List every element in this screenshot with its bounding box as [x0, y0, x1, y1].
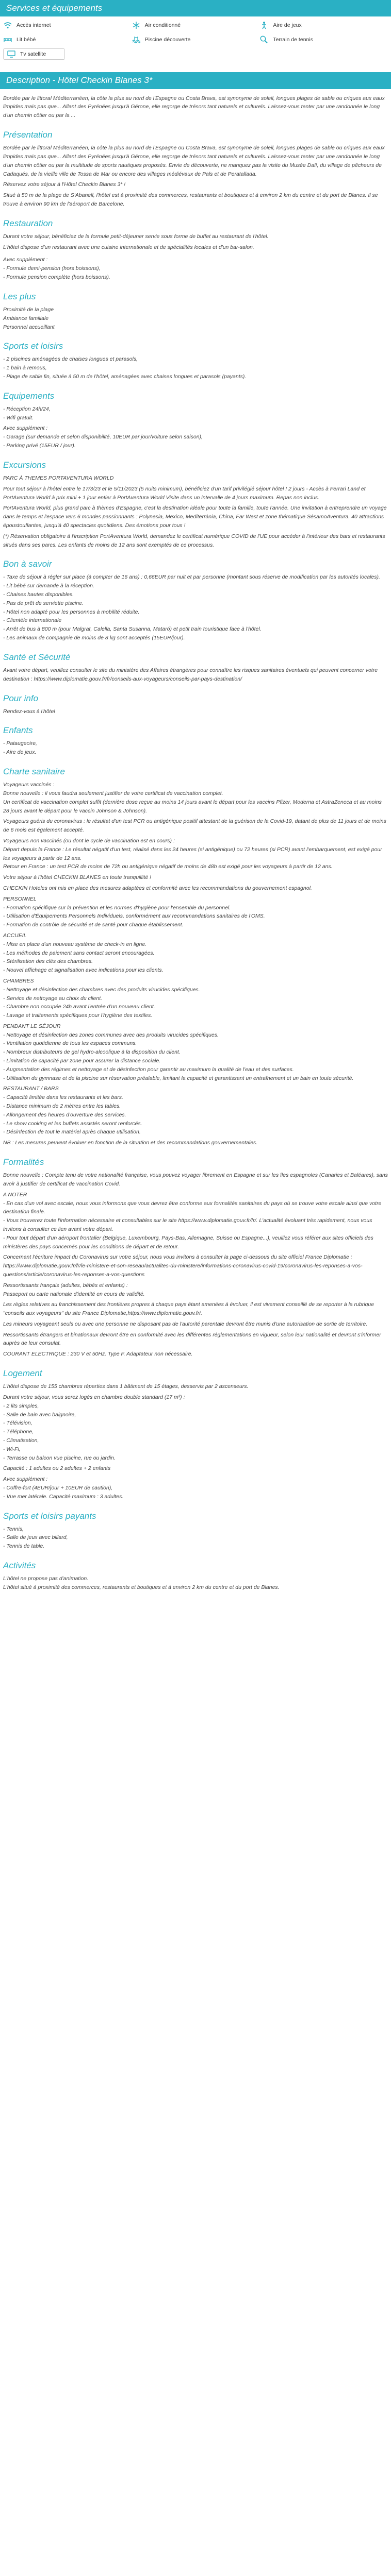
- section-line: - Désinfection de tout le matériel après chaque utilisation.: [3, 1129, 141, 1136]
- section-body: [3, 232, 388, 282]
- section-line: - Salle de jeux avec billard,: [3, 1534, 68, 1541]
- section-line: - Nettoyage et désinfection des chambres avec des produits virucides spécifiques.: [3, 986, 200, 993]
- section-line: L'hôtel dispose de 155 chambres réparties dans 1 bâtiment de 15 étages, desservis par 2 ascenseurs.: [3, 1383, 249, 1390]
- section-line: - Tennis de table.: [3, 1543, 45, 1550]
- section-title: Equipements: [3, 391, 55, 401]
- section-body: [3, 144, 388, 209]
- section-title: Bon à savoir: [3, 559, 52, 569]
- section-line: Ambiance familiale: [3, 315, 49, 321]
- section-line: ACCUEIL: [3, 932, 27, 939]
- section-title: Activités: [3, 1561, 36, 1571]
- services-grid: [0, 20, 391, 62]
- section-title: Sports et loisirs: [3, 341, 63, 351]
- section-line: Voyageurs vaccinés :: [3, 782, 55, 788]
- tennis-icon: [259, 35, 269, 44]
- wifi-icon: [3, 21, 12, 30]
- section-line: - Utilisation d'Équipements Personnels Individuels, conformément aux recommandations sanitaires de l'OMS.: [3, 913, 265, 920]
- section-line: - Garage (sur demande et selon disponibilité, 10EUR par jour/voiture selon saison),: [3, 434, 203, 440]
- section-line: - Vous trouverez toute l'information nécessaire et consultables sur le site https://www.diplomatie.gouv.fr/fr/. L'actualité évoluant très rapidement, nous vous invitons à consulter ce lien avant votre départ.: [3, 1217, 372, 1232]
- section-line: - Formule pension complète (hors boissons).: [3, 274, 110, 281]
- section-title: Enfants: [3, 725, 33, 736]
- section-line: - 2 piscines aménagées de chaises longues et parasols,: [3, 356, 138, 363]
- section-line: COURANT ELECTRIQUE : 230 V et 50Hz. Type F. Adaptateur non nécessaire.: [3, 1351, 193, 1358]
- feature-tv: [3, 48, 65, 60]
- section-line: - Service de nettoyage au choix du client.: [3, 995, 103, 1002]
- feature-label: Accès internet: [17, 22, 51, 29]
- section-line: L'hôtel dispose d'un restaurant avec une cuisine internationale et de spécialités locales et d'un bar-salon.: [3, 244, 254, 250]
- section-line: PortAventura World, plus grand parc à thèmes d'Espagne, c'est la destination idéale pour toute la famille, toute l'année. Une invitation à entreprendre un voyage dans le temps et l'espace vers 6 mondes passionnants : Polynesia, Mexico, Mediterrània, China, Far West et zone thématique SésamoAventura. 40 attractions époustouflantes, jusqu'à 40 spectacles quotidiens. Des émotions pour tous !: [3, 505, 387, 529]
- description-sections: [3, 129, 388, 1592]
- section-line: Ressortissants étrangers et binationaux devront être en conformité avec les différentes réglementations en vigueur, selon leur nationalité et devront s'informer auprès de leur consulat.: [3, 1331, 381, 1347]
- feature-pool: [132, 34, 260, 45]
- feature-label: Terrain de tennis: [273, 37, 313, 43]
- section-title: Excursions: [3, 460, 46, 470]
- section-line: Les règles relatives au franchissement des frontières propres à chaque pays étant amenées à évoluer, il est vivement conseillé de se reporter à la rubrique "conseils aux voyageurs" du site France Diplomatie,https://www.diplomatie.gouv.fr/.: [3, 1301, 374, 1317]
- section-line: Concernant l'écriture impact du Coronavirus sur votre séjour, nous vous invitons à consulter la page ci-dessous du site officiel France Diplomatie :: [3, 1254, 352, 1261]
- section-line: Avec supplément :: [3, 425, 48, 432]
- feature-label: Tv satellite: [20, 51, 46, 58]
- section-line: L'hôtel ne propose pas d'animation.: [3, 1575, 89, 1582]
- section-line: PENDANT LE SÉJOUR: [3, 1023, 61, 1029]
- section-line: https://www.diplomatie.gouv.fr/fr/le-ministere-et-son-reseau/actualites-du-ministere/informations-coronavirus-covid-19/coronavirus-les-reponses-a-vos-questions/article/coronavirus-les-reponses-a-vos-questions: [3, 1263, 363, 1278]
- section-line: - Chambre non occupée 24h avant l'entrée d'un nouveau client.: [3, 1004, 155, 1010]
- section-line: Personnel accueillant: [3, 324, 55, 330]
- section-line: Départ depuis la France : Le résultat négatif d'un test, réalisé dans les 24 heures (si antigénique) ou 72 heures (si PCR) avant l'embarquement, est exigé pour les voyageurs à partir de 12 ans.: [3, 846, 382, 861]
- section-line: - Plage de sable fin, située à 50 m de l'hôtel, aménagées avec chaises longues et parasols (payants).: [3, 374, 247, 380]
- section-line: Avant votre départ, veuillez consulter le site du ministère des Affaires étrangères pour connaître les risques sanitaires éventuels qui peuvent concerner votre destination : https://www.diplomatie.gouv.fr/fr/conseils-aux-voyageurs/conseils-par-pays-destination/: [3, 667, 378, 682]
- section-body: [3, 1525, 388, 1551]
- section-line: Situé à 50 m de la plage de S'Abanell, l'hôtel est à proximité des commerces, restaurants et boutiques et à environ 2 km du centre et du port de Blanes. Il se trouve à environ 90 km de l'aéroport de Barcelone.: [3, 192, 378, 207]
- section-line: - Pour tout départ d'un aéroport frontalier (Belgique, Luxembourg, Pays-Bas, Allemagne, Suisse ou Espagne...), veuillez vous référer aux sites officiels des ministères des pays concernés pour les conditions de départ et de retour.: [3, 1234, 373, 1250]
- section-title: Santé et Sécurité: [3, 652, 71, 662]
- section-line: - Nettoyage et désinfection des zones communes avec des produits virucides spécifiques.: [3, 1031, 219, 1038]
- section-line: - Allongement des heures d'ouverture des services.: [3, 1111, 126, 1118]
- section-line: - Distance minimum de 2 mètres entre les tables.: [3, 1103, 121, 1110]
- section-line: A NOTER: [3, 1191, 27, 1198]
- section-line: CHECKIN Hoteles ont mis en place des mesures adaptées et conformité avec les recommandations du gouvernement espagnol.: [3, 885, 312, 891]
- section-line: - Téléphone,: [3, 1429, 34, 1435]
- section-line: Rendez-vous à l'hôtel: [3, 708, 55, 715]
- section-line: - Tennis,: [3, 1526, 24, 1532]
- section-body: [3, 355, 388, 381]
- section-body: [3, 474, 388, 549]
- section-line: - Vue mer latérale. Capacité maximum : 3 adultes.: [3, 1493, 124, 1500]
- section-title: Formalités: [3, 1157, 44, 1167]
- section-line: Passeport ou carte nationale d'identité en cours de validité.: [3, 1291, 145, 1297]
- feature-aircon: [132, 20, 260, 31]
- feature-label: Lit bébé: [17, 37, 36, 43]
- section-line: CHAMBRES: [3, 977, 34, 984]
- feature-playground: [259, 20, 388, 31]
- section-body: [3, 666, 388, 684]
- section-line: Avec supplément :: [3, 1476, 48, 1483]
- section-line: NB : Les mesures peuvent évoluer en fonction de la situation et des recommandations gouvernementales.: [3, 1140, 258, 1146]
- section-line: - Wi-Fi,: [3, 1446, 21, 1452]
- section-line: - Pataugeoire,: [3, 740, 37, 747]
- feature-internet: [3, 20, 132, 31]
- section-body: [3, 306, 388, 331]
- section-line: - Utilisation du gymnase et de la piscine sur réservation préalable, limitant la capacité et garantissant un entraînement et un bain en toute sécurité.: [3, 1075, 354, 1081]
- section-line: - Formation spécifique sur la prévention et les normes d'hygiène pour l'ensemble du personnel.: [3, 904, 231, 911]
- snowflake-icon: [132, 21, 141, 30]
- section-line: - Formation de contrôle de sécurité et de santé pour chaque établissement.: [3, 922, 184, 928]
- section-line: Bordée par le littoral Méditerranéen, la côte la plus au nord de l'Espagne ou Costa Brava, est synonyme de soleil, longues plages de sable ou criques aux eaux limpides mais pas que... Allant des Pyrénées jusqu'à Gérone, elle regorge de trésors tant naturels et culturels. Laissez-vous tenter par une randonnée le long d'un chemin côtier ou par la multitude de sports nautiques proposés. Envie de découverte, ne manquez pas la visite du Musée Dalí, du village de pêcheurs de Cadaqués, de la vieille ville de Tossa de Mar ou encore des villages médiévaux de Pals et de Peratallada.: [3, 145, 385, 177]
- description-intro: Bordée par le littoral Méditerranéen, la côte la plus au nord de l'Espagne ou Costa Brava, est synonyme de soleil, longues plages de sable ou criques aux eaux limpides mais pas que... Allant des Pyrénées jusqu'à Gérone, elle regorge de trésors tant naturels et culturels. Laissez-vous tenter par une randonnée le long d'un chemin côtier ou par la ...: [3, 95, 385, 119]
- section-line: RESTAURANT / BARS: [3, 1086, 59, 1092]
- section-line: - Chaises hautes disponibles.: [3, 591, 74, 598]
- feature-tennis: [259, 34, 388, 45]
- feature-label: Aire de jeux: [273, 22, 302, 29]
- description-title: Description - Hôtel Checkin Blanes 3*: [6, 75, 153, 86]
- section-line: - Aire de jeux.: [3, 749, 37, 756]
- section-line: - Augmentation des régimes et nettoyage et de désinfection pour garantir au maximum la qualité de l'eau et des surfaces.: [3, 1066, 294, 1073]
- section-line: - Arrêt de bus à 800 m (pour Malgrat, Calella, Santa Susanna, Mataró) et petit train touristique face à l'hôtel.: [3, 626, 262, 633]
- section-title: Présentation: [3, 130, 53, 140]
- section-line: - 1 bain à remous,: [3, 365, 47, 371]
- section-title: Pour info: [3, 693, 39, 703]
- services-title: Services et équipements: [6, 3, 103, 13]
- section-line: - En cas d'un vol avec escale, nous vous informons que vous devrez être conforme aux formalités sanitaires du pays où se trouve votre escale ainsi que votre destination finale.: [3, 1200, 382, 1215]
- section-line: - Clientèle internationale: [3, 617, 62, 624]
- section-line: - Lit bébé sur demande à la réception.: [3, 583, 94, 589]
- section-line: L'hôtel situé à proximité des commerces, restaurants et boutiques et à environ 2 km du centre et du port de Blanes.: [3, 1584, 280, 1590]
- section-body: [3, 739, 388, 757]
- section-line: - Capacité limitée dans les restaurants et les bars.: [3, 1094, 123, 1101]
- section-title: Logement: [3, 1368, 42, 1379]
- section-line: - Télévision,: [3, 1420, 32, 1427]
- section-line: Proximité de la plage: [3, 306, 54, 313]
- section-line: Voyageurs guéris du coronavirus : le résultat d'un test PCR ou antigénique positif attestant de la guérison de la Covid-19, datant de plus de 11 jours et de moins de 6 mois est également accepté.: [3, 818, 386, 834]
- section-line: Durant votre séjour, vous serez logés en chambre double standard (17 m²) :: [3, 1394, 185, 1400]
- section-line: Capacité : 1 adultes ou 2 adultes + 2 enfants: [3, 1465, 111, 1472]
- playground-icon: [259, 21, 269, 30]
- section-line: Voyageurs non vaccinés (ou dont le cycle de vaccination est en cours) :: [3, 837, 175, 844]
- feature-crib: [3, 34, 132, 45]
- section-line: - Terrasse ou balcon vue piscine, rue ou jardin.: [3, 1454, 116, 1461]
- section-line: Ressortissants français (adultes, bébés et enfants) :: [3, 1282, 128, 1289]
- section-line: - Limitation de capacité par zone pour assurer la distance sociale.: [3, 1058, 161, 1064]
- section-line: Réservez votre séjour à l'Hôtel Checkin Blanes 3* !: [3, 181, 126, 188]
- section-line: - Les animaux de compagnie de moins de 8 kg sont acceptés (15EUR/jour).: [3, 635, 185, 641]
- section-line: PERSONNEL: [3, 895, 37, 902]
- description-content: [0, 94, 391, 1592]
- section-line: - Pas de prêt de serviette piscine.: [3, 600, 84, 606]
- section-line: - Coffre-fort (4EUR/jour + 10EUR de caution),: [3, 1484, 113, 1491]
- crib-icon: [3, 35, 12, 44]
- section-line: - Mise en place d'un nouveau système de check-in en ligne.: [3, 941, 147, 947]
- section-title: Restauration: [3, 218, 53, 228]
- section-line: Les mineurs voyageant seuls ou avec une personne ne disposant pas de l'autorité parentale devront être munis d'une autorisation de sortie de territoire.: [3, 1320, 368, 1327]
- section-line: - Taxe de séjour à régler sur place (à compter de 16 ans) : 0,66EUR par nuit et par personne (montant sous réserve de modification par les autorités locales).: [3, 574, 380, 581]
- section-body: [3, 707, 388, 716]
- section-line: Bonne nouvelle : il vous faudra seulement justifier de votre certificat de vaccination complet.: [3, 790, 223, 796]
- feature-label: Piscine découverte: [144, 37, 191, 43]
- feature-label: Air conditionné: [144, 22, 181, 29]
- section-body: [3, 781, 388, 1147]
- section-body: [3, 1382, 388, 1501]
- tv-icon: [7, 49, 16, 59]
- section-line: Bonne nouvelle : Compte tenu de votre nationalité française, vous pouvez voyager librement en Espagne et sur les îles espagnoles (Canaries et Baléares), sans avoir à justifier de certificat de vaccination Covid.: [3, 1172, 388, 1187]
- section-line: - Le show cooking et les buffets assistés seront renforcés.: [3, 1120, 142, 1127]
- section-line: Durant votre séjour, bénéficiez de la formule petit-déjeuner servie sous forme de buffet au restaurant de l'hôtel.: [3, 233, 269, 240]
- section-body: [3, 1574, 388, 1592]
- section-title: Charte sanitaire: [3, 767, 66, 777]
- section-line: - Ventilation quotidienne de tous les espaces communs.: [3, 1040, 137, 1047]
- pool-icon: [132, 35, 141, 44]
- section-line: Retour en France : un test PCR de moins de 72h ou antigénique négatif de moins de 48h est exigé pour les voyageurs à partir de 12 ans.: [3, 863, 333, 870]
- section-line: - Lavage et traitements spécifiques pour l'hygiène des textiles.: [3, 1012, 153, 1019]
- section-line: Pour tout séjour à l'hôtel entre le 17/3/23 et le 5/11/2023 (5 nuits minimum), bénéficiez d'un tarif privilégié séjour hôtel ! 2 jours - Accès à Ferrari Land et PortAventura World à prix mini + 1 jour entier à PortAventura World Visite dans un intervalle de 4 jours maximum. Repas non inclus.: [3, 485, 366, 501]
- section-line: - Climatisation,: [3, 1437, 39, 1444]
- section-line: - Stérilisation des clés des chambres.: [3, 958, 93, 965]
- section-line: (*) Réservation obligatoire à l'inscription PortAventura World, demandez le certificat numérique COVID de l'UE pour accéder à l'intérieur des bars et restaurants situés dans ses parcs. Les enfants de moins de 12 ans sont exemptés de ce processus.: [3, 533, 385, 548]
- section-line: - Wifi gratuit.: [3, 414, 34, 421]
- section-line: - Hôtel non adapté pour les personnes à mobilité réduite.: [3, 608, 140, 615]
- section-line: - Nombreux distributeurs de gel hydro-alcoolique à la disposition du client.: [3, 1049, 181, 1056]
- section-body: [3, 573, 388, 642]
- section-line: - Les méthodes de paiement sans contact seront encouragées.: [3, 950, 155, 956]
- description-header: [0, 72, 391, 89]
- section-title: Les plus: [3, 291, 36, 301]
- section-body: [3, 1171, 388, 1359]
- services-header: [0, 0, 391, 16]
- section-line: - Nouvel affichage et signalisation avec indications pour les clients.: [3, 967, 164, 974]
- section-line: Votre séjour à l'hôtel CHECKIN BLANES en toute tranquillité !: [3, 874, 152, 881]
- section-line: - Réception 24h/24,: [3, 405, 51, 412]
- section-line: - Formule demi-pension (hors boissons),: [3, 265, 101, 272]
- section-line: - Parking privé (15EUR / jour).: [3, 443, 76, 449]
- section-line: - 2 lits simples,: [3, 1402, 39, 1409]
- section-line: Avec supplément :: [3, 257, 48, 263]
- section-line: - Salle de bain avec baignoire,: [3, 1411, 76, 1418]
- section-line: Un certificat de vaccination complet suffit (dernière dose reçue au moins 14 jours avant le départ pour les vaccins Pfizer, Moderna et AstraZeneca et au moins 28 jours avant le départ pour le vaccin Johnson & Johnson).: [3, 799, 382, 814]
- section-body: [3, 405, 388, 450]
- section-title: Sports et loisirs payants: [3, 1511, 96, 1521]
- section-line: PARC À THEMES PORTAVENTURA WORLD: [3, 474, 114, 481]
